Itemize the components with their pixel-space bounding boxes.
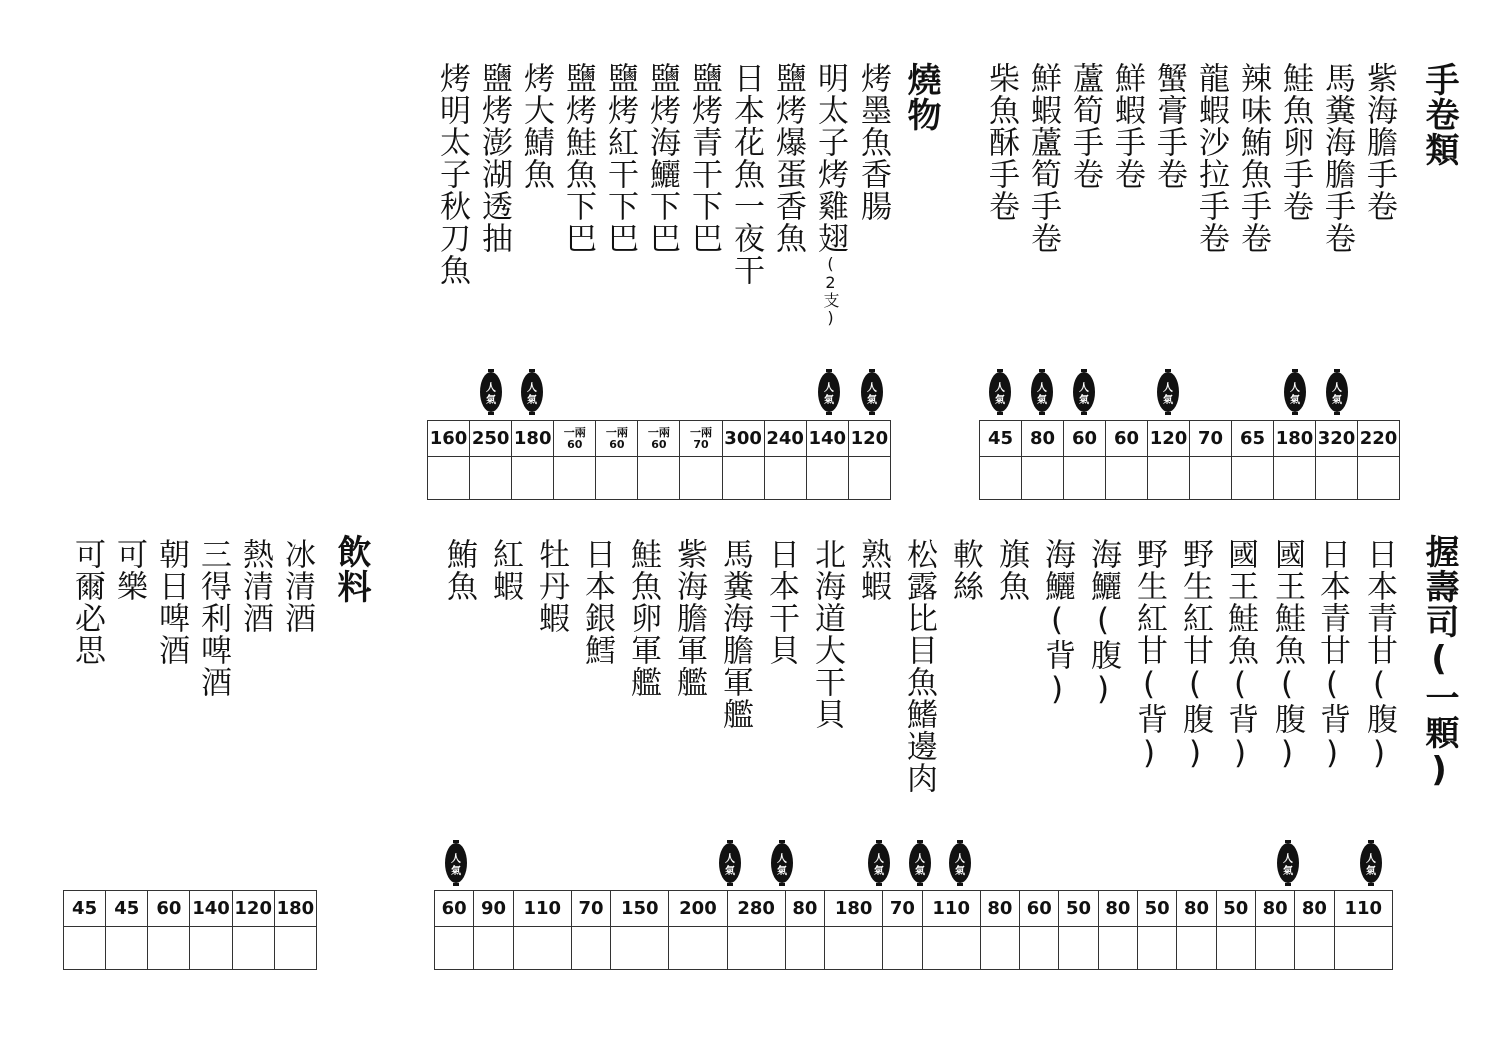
nigiri-item: 國王鮭魚(腹) xyxy=(1269,538,1305,772)
nigiri-item: 海鱺(背) xyxy=(1039,538,1075,708)
popular-lantern-icon xyxy=(1031,369,1053,415)
popular-lantern-icon xyxy=(445,840,467,886)
popular-lantern-icon xyxy=(719,840,741,886)
price-cell: 80 xyxy=(1022,421,1064,457)
svg-text:氣: 氣 xyxy=(1283,866,1293,877)
price-cell: 180 xyxy=(1274,421,1316,457)
svg-text:人: 人 xyxy=(777,854,787,865)
price-cell: 70 xyxy=(883,891,922,927)
popular-lantern-icon xyxy=(861,369,883,415)
svg-text:氣: 氣 xyxy=(995,395,1005,406)
price-cell: 60 xyxy=(1020,891,1059,927)
popular-lantern-icon xyxy=(909,840,931,886)
price-cell: 45 xyxy=(64,891,106,927)
price-cell: 一兩 70 xyxy=(680,421,722,457)
price-cell: 180 xyxy=(825,891,883,927)
grill-item: 鹽烤海鱺下巴 xyxy=(644,62,680,254)
handroll-price-table xyxy=(979,420,1400,500)
svg-text:氣: 氣 xyxy=(874,866,884,877)
handroll-item: 蘆筍手卷 xyxy=(1067,62,1103,190)
svg-text:氣: 氣 xyxy=(1366,866,1376,877)
price-cell: 45 xyxy=(980,421,1022,457)
price-cell: 50 xyxy=(1216,891,1255,927)
price-cell: 140 xyxy=(806,421,848,457)
drink-item: 冰清酒 xyxy=(279,538,315,634)
price-cell: 50 xyxy=(1138,891,1177,927)
price-cell: 80 xyxy=(1295,891,1334,927)
svg-text:人: 人 xyxy=(824,383,834,394)
nigiri-item: 日本銀鱈 xyxy=(579,538,615,666)
svg-text:人: 人 xyxy=(1283,854,1293,865)
drink-item: 可樂 xyxy=(111,538,147,602)
price-cell: 120 xyxy=(232,891,274,927)
price-cell: 320 xyxy=(1316,421,1358,457)
svg-text:人: 人 xyxy=(867,383,877,394)
popular-lantern-icon xyxy=(989,369,1011,415)
popular-lantern-icon xyxy=(1360,840,1382,886)
popular-lantern-icon xyxy=(771,840,793,886)
nigiri-item: 海鱺(腹) xyxy=(1085,538,1121,708)
grill-item: 烤大鯖魚 xyxy=(518,62,554,190)
svg-text:氣: 氣 xyxy=(777,866,787,877)
svg-text:人: 人 xyxy=(1366,854,1376,865)
svg-text:人: 人 xyxy=(1163,383,1173,394)
handroll-item: 鮮蝦蘆筍手卷 xyxy=(1025,62,1061,254)
nigiri-item: 牡丹蝦 xyxy=(533,538,569,634)
price-cell: 60 xyxy=(1106,421,1148,457)
drinks-title: 飲料 xyxy=(331,534,371,604)
svg-text:人: 人 xyxy=(995,383,1005,394)
handroll-item: 紫海膽手卷 xyxy=(1361,62,1397,222)
price-cell: 一兩 60 xyxy=(554,421,596,457)
svg-text:人: 人 xyxy=(1037,383,1047,394)
price-cell: 110 xyxy=(922,891,980,927)
svg-text:人: 人 xyxy=(725,854,735,865)
nigiri-item: 紫海膽軍艦 xyxy=(671,538,707,698)
svg-text:人: 人 xyxy=(486,383,496,394)
price-cell: 180 xyxy=(274,891,316,927)
nigiri-item: 日本干貝 xyxy=(763,538,799,666)
popular-lantern-icon xyxy=(868,840,890,886)
nigiri-item: 鮭魚卵軍艦 xyxy=(625,538,661,698)
price-cell: 65 xyxy=(1232,421,1274,457)
grill-item: 烤明太子秋刀魚 xyxy=(434,62,470,286)
handroll-item: 馬糞海膽手卷 xyxy=(1319,62,1355,254)
nigiri-price-table xyxy=(434,890,1393,970)
price-cell: 110 xyxy=(1334,891,1392,927)
price-cell: 250 xyxy=(470,421,512,457)
price-cell: 一兩 60 xyxy=(638,421,680,457)
svg-text:氣: 氣 xyxy=(1079,395,1089,406)
handroll-item: 鮭魚卵手卷 xyxy=(1277,62,1313,222)
svg-text:氣: 氣 xyxy=(1037,395,1047,406)
price-cell: 200 xyxy=(669,891,727,927)
price-cell: 300 xyxy=(722,421,764,457)
handroll-item: 鮮蝦手卷 xyxy=(1109,62,1145,190)
price-cell: 240 xyxy=(764,421,806,457)
price-cell: 80 xyxy=(1255,891,1294,927)
svg-text:氣: 氣 xyxy=(955,866,965,877)
drinks-price-table xyxy=(63,890,317,970)
handroll-item: 蟹膏手卷 xyxy=(1151,62,1187,190)
grill-item: 鹽烤澎湖透抽 xyxy=(476,62,512,254)
popular-lantern-icon xyxy=(480,369,502,415)
svg-text:氣: 氣 xyxy=(1290,395,1300,406)
svg-text:人: 人 xyxy=(451,854,461,865)
nigiri-item: 野生紅甘(腹) xyxy=(1177,538,1213,772)
popular-lantern-icon xyxy=(949,840,971,886)
nigiri-item: 國王鮭魚(背) xyxy=(1222,538,1258,772)
price-cell: 120 xyxy=(848,421,890,457)
nigiri-item: 熟蝦 xyxy=(855,538,891,602)
svg-text:人: 人 xyxy=(955,854,965,865)
price-cell: 180 xyxy=(512,421,554,457)
grill-item: 鹽烤爆蛋香魚 xyxy=(770,62,806,254)
nigiri-item: 紅蝦 xyxy=(487,538,523,602)
svg-text:人: 人 xyxy=(527,383,537,394)
svg-text:人: 人 xyxy=(1079,383,1089,394)
price-cell: 120 xyxy=(1148,421,1190,457)
nigiri-item: 旗魚 xyxy=(993,538,1029,602)
svg-text:人: 人 xyxy=(915,854,925,865)
handroll-item: 辣味鮪魚手卷 xyxy=(1235,62,1271,254)
popular-lantern-icon xyxy=(1157,369,1179,415)
nigiri-item: 北海道大干貝 xyxy=(809,538,845,730)
price-cell: 60 xyxy=(1064,421,1106,457)
svg-text:氣: 氣 xyxy=(486,395,496,406)
price-cell: 80 xyxy=(980,891,1019,927)
svg-text:氣: 氣 xyxy=(527,395,537,406)
price-cell: 110 xyxy=(513,891,571,927)
grill-item: 鹽烤青干下巴 xyxy=(686,62,722,254)
price-cell: 45 xyxy=(106,891,148,927)
drink-item: 可爾必思 xyxy=(69,538,105,666)
nigiri-item: 松露比目魚鰭邊肉 xyxy=(901,538,937,794)
svg-text:氣: 氣 xyxy=(867,395,877,406)
popular-lantern-icon xyxy=(521,369,543,415)
price-cell: 80 xyxy=(1177,891,1216,927)
price-cell: 150 xyxy=(611,891,669,927)
svg-text:人: 人 xyxy=(1332,383,1342,394)
popular-lantern-icon xyxy=(1277,840,1299,886)
grill-item: 鹽烤紅干下巴 xyxy=(602,62,638,254)
price-cell: 60 xyxy=(435,891,474,927)
price-cell: 80 xyxy=(785,891,824,927)
nigiri-item: 軟絲 xyxy=(947,538,983,602)
grill-item: 明太子烤雞翅(2支) xyxy=(812,62,848,327)
price-cell: 90 xyxy=(474,891,513,927)
drink-item: 朝日啤酒 xyxy=(153,538,189,666)
handroll-item: 龍蝦沙拉手卷 xyxy=(1193,62,1229,254)
nigiri-item: 鮪魚 xyxy=(441,538,477,602)
svg-text:氣: 氣 xyxy=(915,866,925,877)
nigiri-item: 馬糞海膽軍艦 xyxy=(717,538,753,730)
grill-title: 燒物 xyxy=(901,62,941,132)
price-cell: 140 xyxy=(190,891,232,927)
price-cell: 70 xyxy=(571,891,610,927)
price-cell: 50 xyxy=(1059,891,1098,927)
grill-item: 鹽烤鮭魚下巴 xyxy=(560,62,596,254)
price-cell: 80 xyxy=(1098,891,1137,927)
nigiri-title: 握壽司(一顆) xyxy=(1419,534,1459,791)
price-cell: 一兩 60 xyxy=(596,421,638,457)
svg-text:氣: 氣 xyxy=(725,866,735,877)
price-cell: 60 xyxy=(148,891,190,927)
price-cell: 160 xyxy=(428,421,470,457)
svg-text:人: 人 xyxy=(1290,383,1300,394)
popular-lantern-icon xyxy=(1326,369,1348,415)
price-cell: 220 xyxy=(1358,421,1400,457)
svg-text:氣: 氣 xyxy=(1332,395,1342,406)
drink-item: 三得利啤酒 xyxy=(195,538,231,698)
drink-item: 熱清酒 xyxy=(237,538,273,634)
handroll-title: 手卷類 xyxy=(1419,62,1459,167)
svg-text:氣: 氣 xyxy=(451,866,461,877)
popular-lantern-icon xyxy=(1284,369,1306,415)
wing-note: (2支) xyxy=(821,254,840,327)
nigiri-item: 日本青甘(背) xyxy=(1314,538,1350,772)
nigiri-item: 野生紅甘(背) xyxy=(1131,538,1167,772)
svg-text:人: 人 xyxy=(874,854,884,865)
nigiri-item: 日本青甘(腹) xyxy=(1361,538,1397,772)
handroll-item: 柴魚酥手卷 xyxy=(983,62,1019,222)
grill-price-table xyxy=(427,420,891,500)
svg-text:氣: 氣 xyxy=(1163,395,1173,406)
popular-lantern-icon xyxy=(818,369,840,415)
popular-lantern-icon xyxy=(1073,369,1095,415)
grill-item: 日本花魚一夜干 xyxy=(728,62,764,286)
grill-item: 烤墨魚香腸 xyxy=(855,62,891,222)
svg-text:氣: 氣 xyxy=(824,395,834,406)
price-cell: 280 xyxy=(727,891,785,927)
price-cell: 70 xyxy=(1190,421,1232,457)
